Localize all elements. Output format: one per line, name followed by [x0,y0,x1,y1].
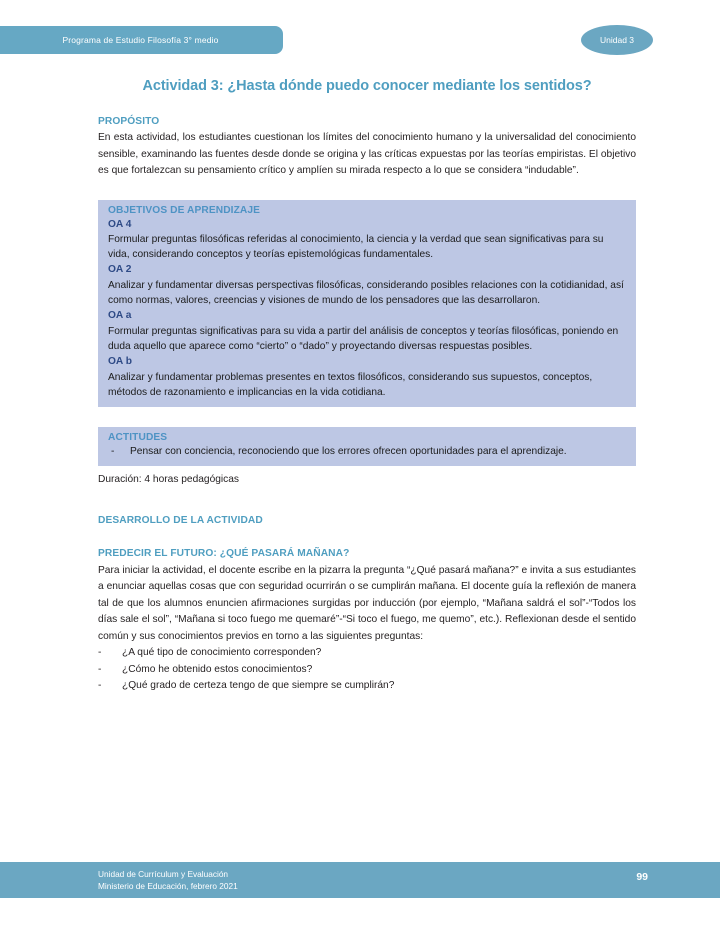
duracion-text: Duración: 4 horas pedagógicas [98,474,240,486]
unit-badge-label: Unidad 3 [599,35,635,45]
bullet-dash: - [98,680,102,692]
program-header-label: Programa de Estudio Filosofía 3° medio [62,35,219,45]
bullet-dash: - [98,647,102,659]
objetivo-item [108,262,626,308]
question-text: ¿Cómo he obtenido estos conocimientos? [122,663,313,675]
objetivos-heading: OBJETIVOS DE APRENDIZAJE [108,204,261,216]
objetivo-item [108,354,626,400]
desarrollo-heading: DESARROLLO DE LA ACTIVIDAD [98,514,263,526]
document-content [98,78,636,695]
proposito-heading: PROPÓSITO [98,116,160,127]
footer-organization [98,868,238,892]
footer-bar [0,862,720,898]
objetivo-code: OA 4 [108,218,132,230]
question-item [98,678,636,695]
actitudes-box [98,427,636,466]
proposito-text: En esta actividad, los estudiantes cuestionan los límites del conocimiento humano y la universalidad del conocimiento sensible, examinando las fuentes desde donde se origina y las críticas expuestas por las teorías empiristas. El objetivo es que fortalezcan su pensamiento crítico y amplíen su mirada respecto a lo que se considera “indudable”. [98,132,636,177]
page-number: 99 [636,871,648,883]
objetivo-text: Formular preguntas filosóficas referidas al conocimiento, la ciencia y la verdad que sean significativas para su vida, considerando conceptos y teorías epistemológicas fundamentales. [108,233,604,261]
question-item [98,662,636,679]
bullet-dash: - [111,446,115,458]
footer-line-1: Unidad de Currículum y Evaluación [98,869,229,879]
objetivos-box [98,200,636,408]
objetivo-text: Analizar y fundamentar diversas perspectivas filosóficas, considerando posibles relaciones con la cotidianidad, así como normas, valores, creencias y visiones de mundo de los pensadores que las desarrollaron. [108,279,624,307]
bullet-dash: - [98,663,102,675]
objetivo-item [108,217,626,263]
desarrollo-paragraph: Para iniciar la actividad, el docente escribe en la pizarra la pregunta “¿Qué pasará mañana?” e invita a sus estudiantes a enunciar aquellas cosas que con seguridad ocurrirán o se cumplirán mañana. El docente guía la reflexión de manera tal de que los alumnos enuncien afirmaciones surgidas por inducción (por ejemplo, “Mañana saldrá el sol”-“Todos los días sale el sol”, “Mañana si toco fuego me quemaré”-“Si toco el fuego, me quemo”, etc.). Reflexionan desde el sentido común y sus conocimientos previos en torno a las siguientes preguntas: [98,564,636,642]
proposito-section [98,116,636,180]
unit-badge [581,25,653,55]
question-text: ¿A qué tipo de conocimiento corresponden? [122,647,322,659]
objetivo-text: Formular preguntas significativas para su vida a partir del análisis de conceptos y teorías filosóficas, poniendo en duda aquello que aparece como “cierto” o “dado” y proyectando diversas respuestas posibles. [108,325,619,352]
actitud-item [108,444,626,459]
objetivo-code: OA a [108,310,132,322]
page-title: Actividad 3: ¿Hasta dónde puedo conocer mediante los sentidos? [142,78,592,94]
desarrollo-subsection-heading: PREDECIR EL FUTURO: ¿QUÉ PASARÁ MAÑANA? [98,547,350,559]
actitudes-heading: ACTITUDES [108,432,168,444]
objetivo-code: OA b [108,356,132,368]
question-item [98,645,636,662]
footer-line-2: Ministerio de Educación, febrero 2021 [98,881,238,892]
objetivo-code: OA 2 [108,264,132,276]
actitud-text: Pensar con conciencia, reconociendo que los errores ofrecen oportunidades para el aprendizaje. [130,446,567,458]
question-text: ¿Qué grado de certeza tengo de que siempre se cumplirán? [122,680,395,692]
objetivo-text: Analizar y fundamentar problemas presentes en textos filosóficos, considerando sus supuestos, conceptos, métodos de razonamiento e implicancias en la vida cotidiana. [108,371,593,398]
program-header-bar [0,26,283,54]
objetivo-item [108,308,626,354]
